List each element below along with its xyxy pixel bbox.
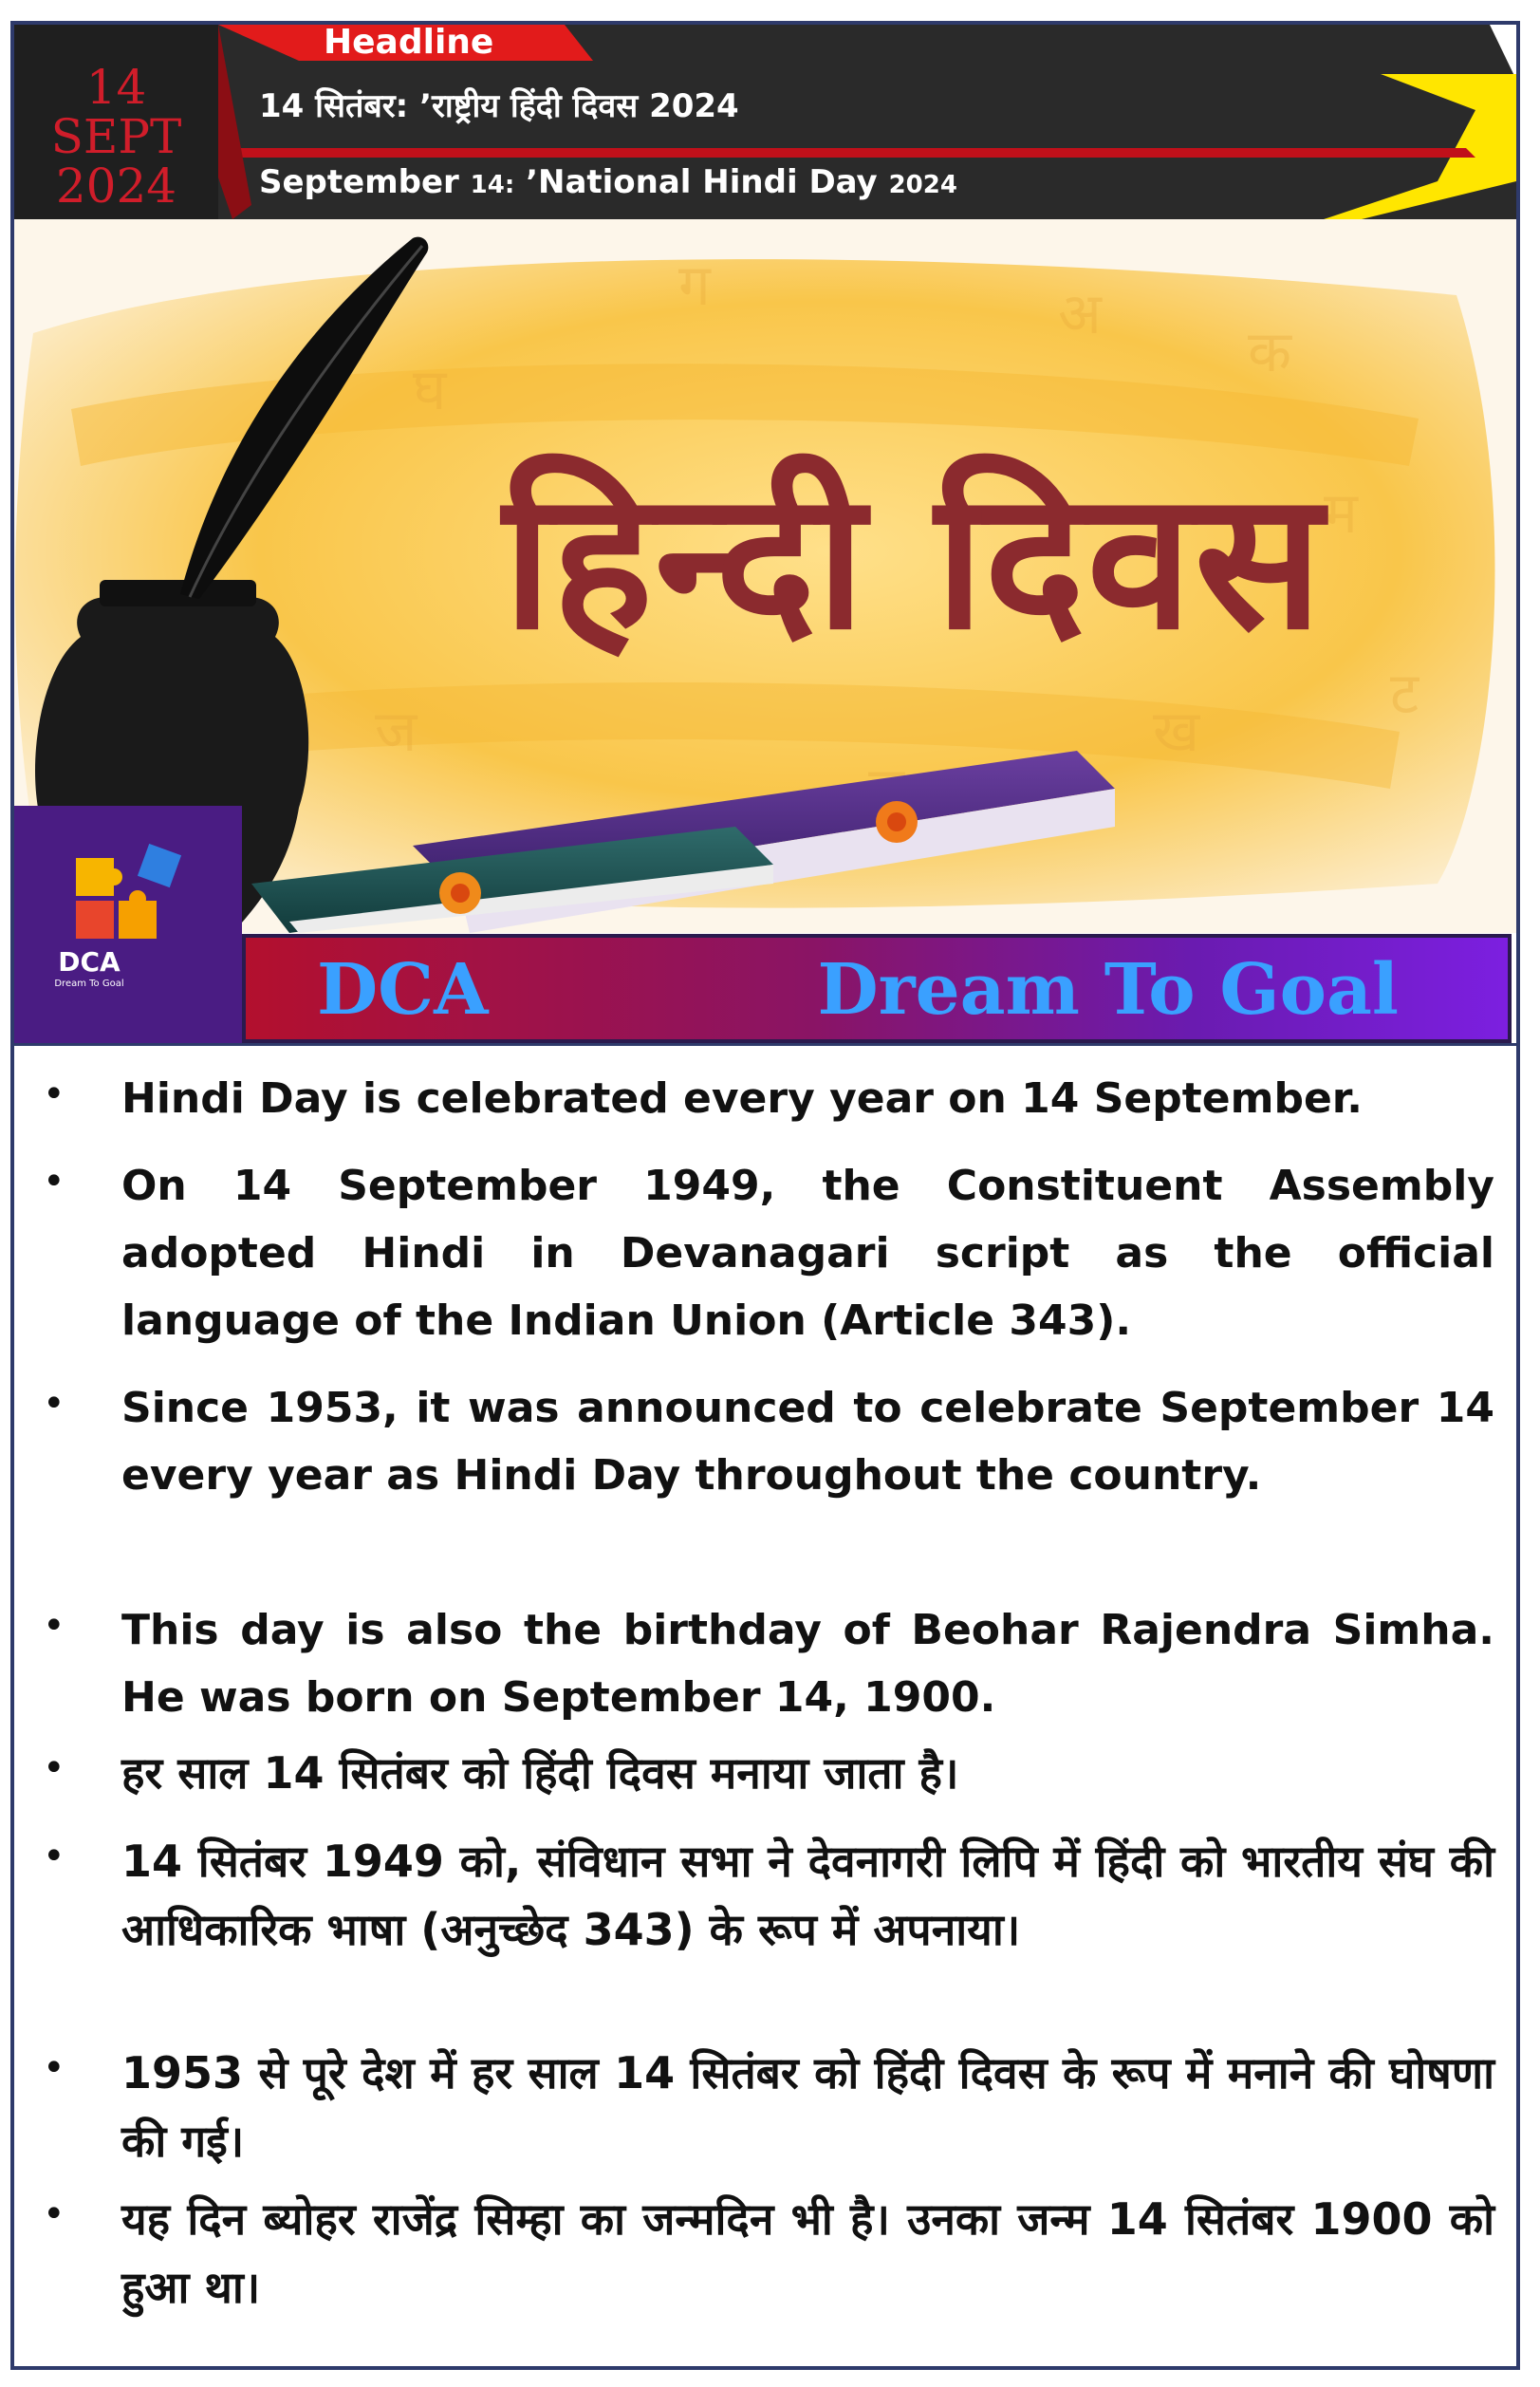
bullet-dot: • xyxy=(43,1072,65,1116)
dca-brand-band xyxy=(242,934,1512,1043)
bullet-text: यह दिन ब्योहर राजेंद्र सिम्हा का जन्मदिन भी है। उनका जन्म 14 सितंबर 1900 को हुआ था। xyxy=(121,2193,1494,2313)
news-card xyxy=(10,21,1520,2370)
headline-hindi: 14 सितंबर: ’राष्ट्रीय हिंदी दिवस 2024 xyxy=(259,87,739,125)
headline-en-main: September xyxy=(259,163,459,201)
bullet-dot: • xyxy=(43,1382,65,1426)
bullet-dot: • xyxy=(43,1160,65,1203)
svg-text:ज: ज xyxy=(375,699,417,765)
headline-en-year: 2024 xyxy=(888,171,957,199)
headline-en-num: 14: xyxy=(470,171,515,199)
bullet-dot: • xyxy=(43,1746,65,1790)
bullet-text: हर साल 14 सितंबर को हिंदी दिवस मनाया जाता है। xyxy=(121,1747,959,1799)
svg-text:ग: ग xyxy=(678,252,711,319)
band-tagline: Dream To Goal xyxy=(817,949,1399,1031)
bullet-dot: • xyxy=(43,1604,65,1648)
bullet-text: 1953 से पूरे देश में हर साल 14 सितंबर को हिंदी दिवस के रूप में मनाने की घोषणा की गई। xyxy=(121,2047,1494,2167)
dca-logo-tagline: Dream To Goal xyxy=(54,979,124,989)
puzzle-icon xyxy=(71,844,185,948)
bullet-text: This day is also the birthday of Beohar Rajendra Simha. He was born on September 14, 1900. xyxy=(121,1606,1494,1722)
bullet-text: 14 सितंबर 1949 को, संविधान सभा ने देवनागरी लिपि में हिंदी को भारतीय संघ की आधिकारिक भाषा (अनुच्छेद 343) के रूप में अपनाया। xyxy=(121,1836,1494,1955)
bullet-text: On 14 September 1949, the Constituent Assembly adopted Hindi in Devanagari script as the official language of the Indian Union (Article 343). xyxy=(121,1162,1494,1345)
svg-text:अ: अ xyxy=(1058,281,1102,347)
svg-text:क: क xyxy=(1248,319,1292,385)
date-month: SEPT xyxy=(50,109,182,164)
bullet-dot: • xyxy=(43,2192,65,2236)
headline-en-rest: ’National Hindi Day xyxy=(526,163,878,201)
dca-logo-text: DCA xyxy=(58,946,121,978)
banner-title: हिन्दी दिवस xyxy=(503,449,1325,672)
svg-text:म: म xyxy=(1324,480,1358,547)
date-year: 2024 xyxy=(55,159,177,214)
bullet-text: Since 1953, it was announced to celebrate September 14 every year as Hindi Day throughout the country. xyxy=(121,1384,1494,1500)
date-day: 14 xyxy=(85,60,147,115)
bullet-dot: • xyxy=(43,2046,65,2090)
headline-tab: Headline xyxy=(324,23,494,62)
bullet-list xyxy=(14,1043,1516,2313)
bullet-dot: • xyxy=(43,1835,65,1878)
bullet-text: Hindi Day is celebrated every year on 14 September. xyxy=(121,1074,1363,1123)
svg-text:ख: ख xyxy=(1153,699,1200,765)
date-block xyxy=(14,25,218,219)
band-brand-name: DCA xyxy=(317,949,489,1031)
headline-english xyxy=(259,161,957,206)
svg-text:घ: घ xyxy=(413,357,447,423)
dca-logo xyxy=(14,806,242,1043)
svg-text:ट: ट xyxy=(1390,661,1419,727)
headline-header xyxy=(14,25,1516,219)
